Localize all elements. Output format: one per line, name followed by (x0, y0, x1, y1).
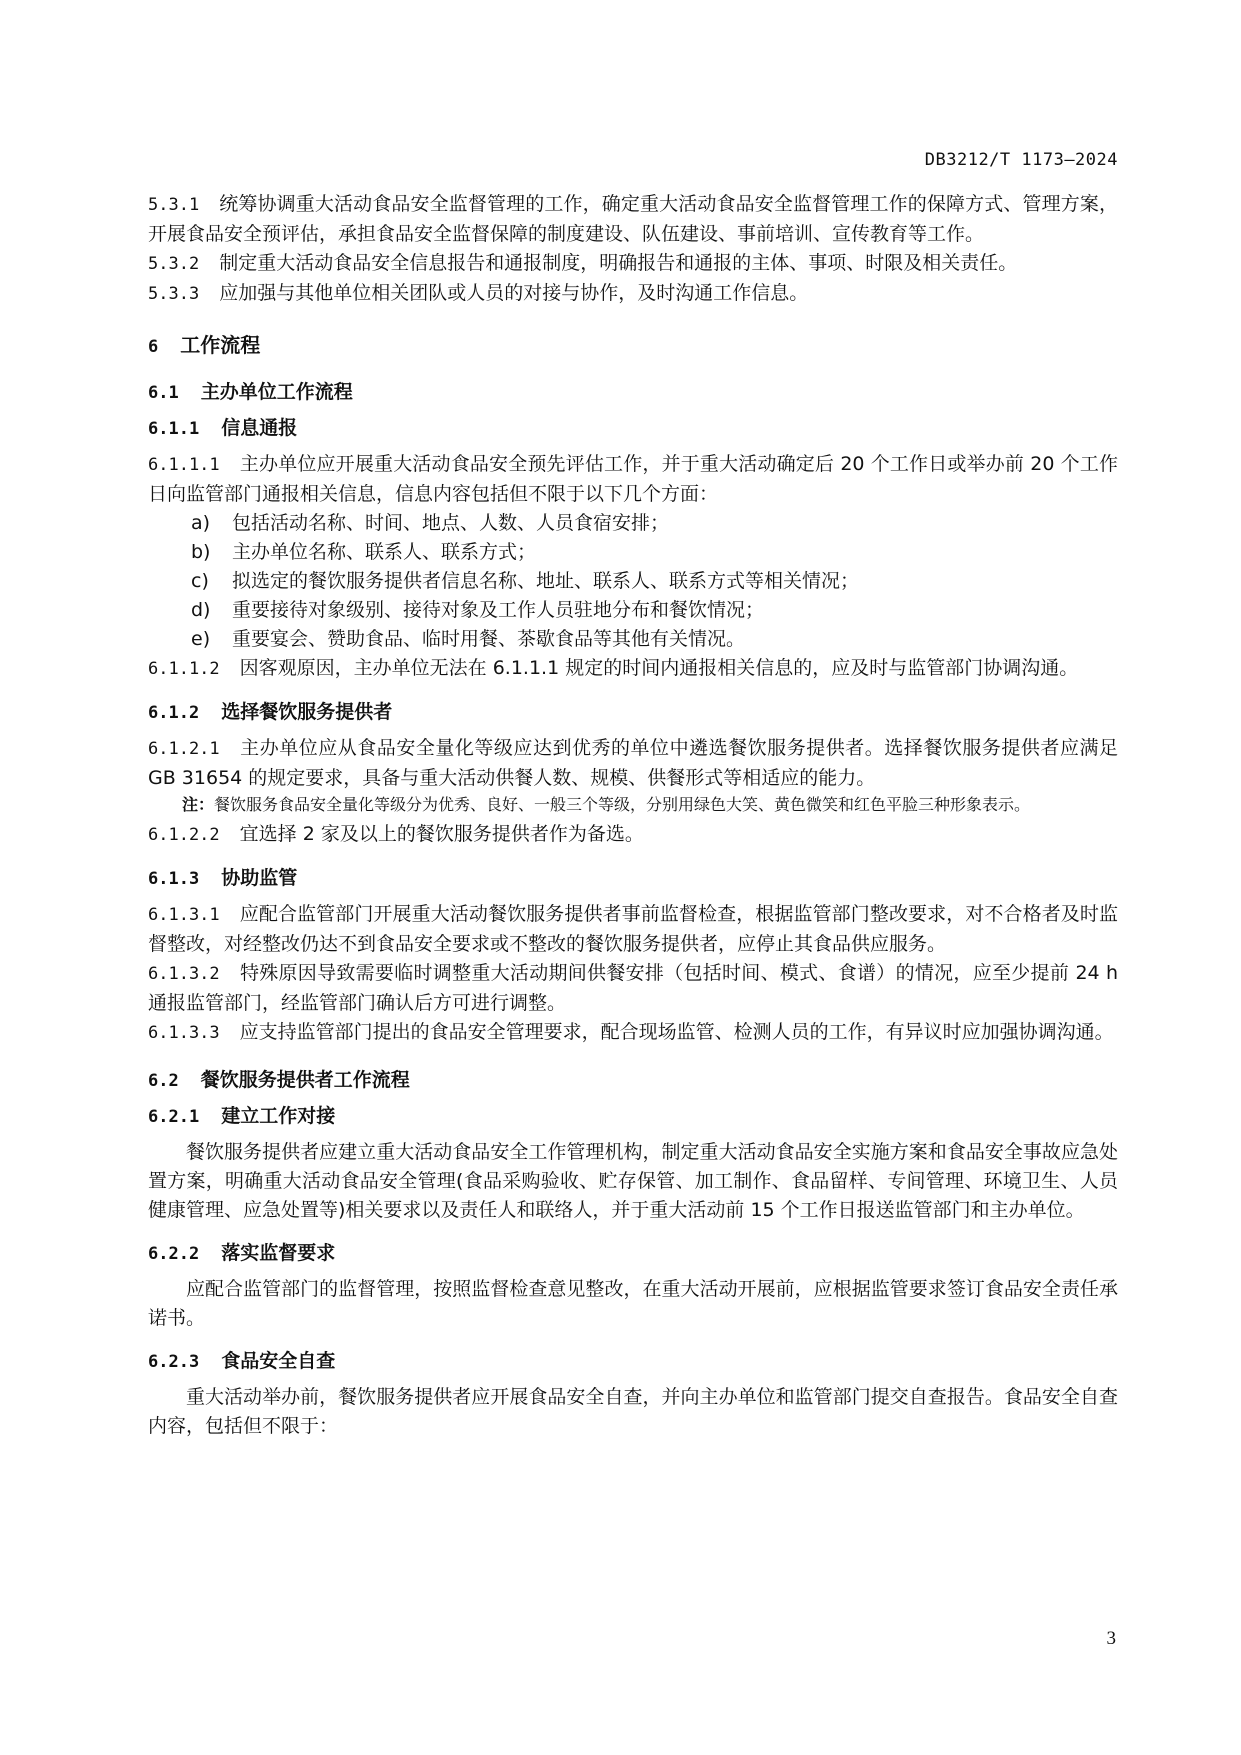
document-body (148, 190, 1118, 1441)
clause-6-2-3-text: 重大活动举办前，餐饮服务提供者应开展食品安全自查，并向主办单位和监管部门提交自查报告。食品安全自查内容，包括但不限于： (148, 1386, 1118, 1437)
clause-6-2-2-text: 应配合监管部门的监督管理，按照监督检查意见整改，在重大活动开展前，应根据监管要求签订食品安全责任承诺书。 (148, 1278, 1118, 1329)
page-number: 3 (1106, 1628, 1116, 1649)
clause-6-1-1-2: 6.1.1.2 因客观原因，主办单位无法在 6.1.1.1 规定的时间内通报相关信息的，应及时与监管部门协调沟通。 (148, 657, 1079, 679)
info-list (148, 509, 1118, 654)
list-item: c) 拟选定的餐饮服务提供者信息名称、地址、联系人、联系方式等相关情况； (191, 570, 860, 592)
clause-6-1-3-2: 6.1.3.2 特殊原因导致需要临时调整重大活动期间供餐安排（包括时间、模式、食谱）的情况，应至少提前 24 h 通报监管部门，经监管部门确认后方可进行调整。 (148, 962, 1118, 1014)
clause-5-3-2: 5.3.2 制定重大活动食品安全信息报告和通报制度，明确报告和通报的主体、事项、时限及相关责任。 (148, 252, 1018, 274)
clause-6-1-1-1: 6.1.1.1 主办单位应开展重大活动食品安全预先评估工作，并于重大活动确定后 20 个工作日或举办前 20 个工作日向监管部门通报相关信息，信息内容包括但不限于以下几个方面： (148, 453, 1118, 505)
section-6-1-2-heading: 6.1.2 选择餐饮服务提供者 (148, 701, 393, 723)
clause-5-3-1: 5.3.1 统筹协调重大活动食品安全监督管理的工作，确定重大活动食品安全监督管理工作的保障方式、管理方案，开展食品安全预评估，承担食品安全监督保障的制度建设、队伍建设、事前培训、宣传教育等工作。 (148, 193, 1118, 245)
clause-6-1-2-2: 6.1.2.2 宜选择 2 家及以上的餐饮服务提供者作为备选。 (148, 823, 644, 845)
clause-6-1-3-1: 6.1.3.1 应配合监管部门开展重大活动餐饮服务提供者事前监督检查，根据监管部门整改要求，对不合格者及时监督整改，对经整改仍达不到食品安全要求或不整改的餐饮服务提供者，应停止其食品供应服务。 (148, 903, 1118, 955)
section-6-2-3-heading: 6.2.3 食品安全自查 (148, 1350, 336, 1372)
clause-6-1-3-3: 6.1.3.3 应支持监管部门提出的食品安全管理要求，配合现场监管、检测人员的工作，有异议时应加强协调沟通。 (148, 1021, 1114, 1043)
section-6-2-1-heading: 6.2.1 建立工作对接 (148, 1105, 336, 1127)
list-item: d) 重要接待对象级别、接待对象及工作人员驻地分布和餐饮情况； (191, 599, 765, 621)
section-6-2-heading: 6.2 餐饮服务提供者工作流程 (148, 1069, 410, 1091)
section-6-1-3-heading: 6.1.3 协助监管 (148, 867, 298, 889)
clause-6-2-1-text: 餐饮服务提供者应建立重大活动食品安全工作管理机构，制定重大活动食品安全实施方案和食品安全事故应急处置方案，明确重大活动食品安全管理(食品采购验收、贮存保管、加工制作、食品留样、专间管理、环境卫生、人员健康管理、应急处置等)相关要求以及责任人和联络人，并于重大活动前 15 个工作日报送监管部门和主办单位。 (148, 1141, 1118, 1221)
note: 注：餐饮服务食品安全量化等级分为优秀、良好、一般三个等级，分别用绿色大笑、黄色微笑和红色平脸三种形象表示。 (182, 795, 1031, 814)
clause-5-3-3: 5.3.3 应加强与其他单位相关团队或人员的对接与协作，及时沟通工作信息。 (148, 282, 809, 304)
list-item: a) 包括活动名称、时间、地点、人数、人员食宿安排； (191, 512, 670, 534)
section-6-heading: 6 工作流程 (148, 333, 261, 357)
list-item: e) 重要宴会、赞助食品、临时用餐、茶歇食品等其他有关情况。 (191, 628, 746, 650)
section-6-1-heading: 6.1 主办单位工作流程 (148, 381, 353, 403)
list-item: b) 主办单位名称、联系人、联系方式； (191, 541, 537, 563)
standard-code: DB3212/T 1173—2024 (924, 150, 1118, 170)
section-6-1-1-heading: 6.1.1 信息通报 (148, 417, 298, 439)
clause-6-1-2-1: 6.1.2.1 主办单位应从食品安全量化等级应达到优秀的单位中遴选餐饮服务提供者。选择餐饮服务提供者应满足 GB 31654 的规定要求，具备与重大活动供餐人数、规模、供餐形式等相适应的能力。 (148, 737, 1118, 789)
section-6-2-2-heading: 6.2.2 落实监督要求 (148, 1242, 336, 1264)
